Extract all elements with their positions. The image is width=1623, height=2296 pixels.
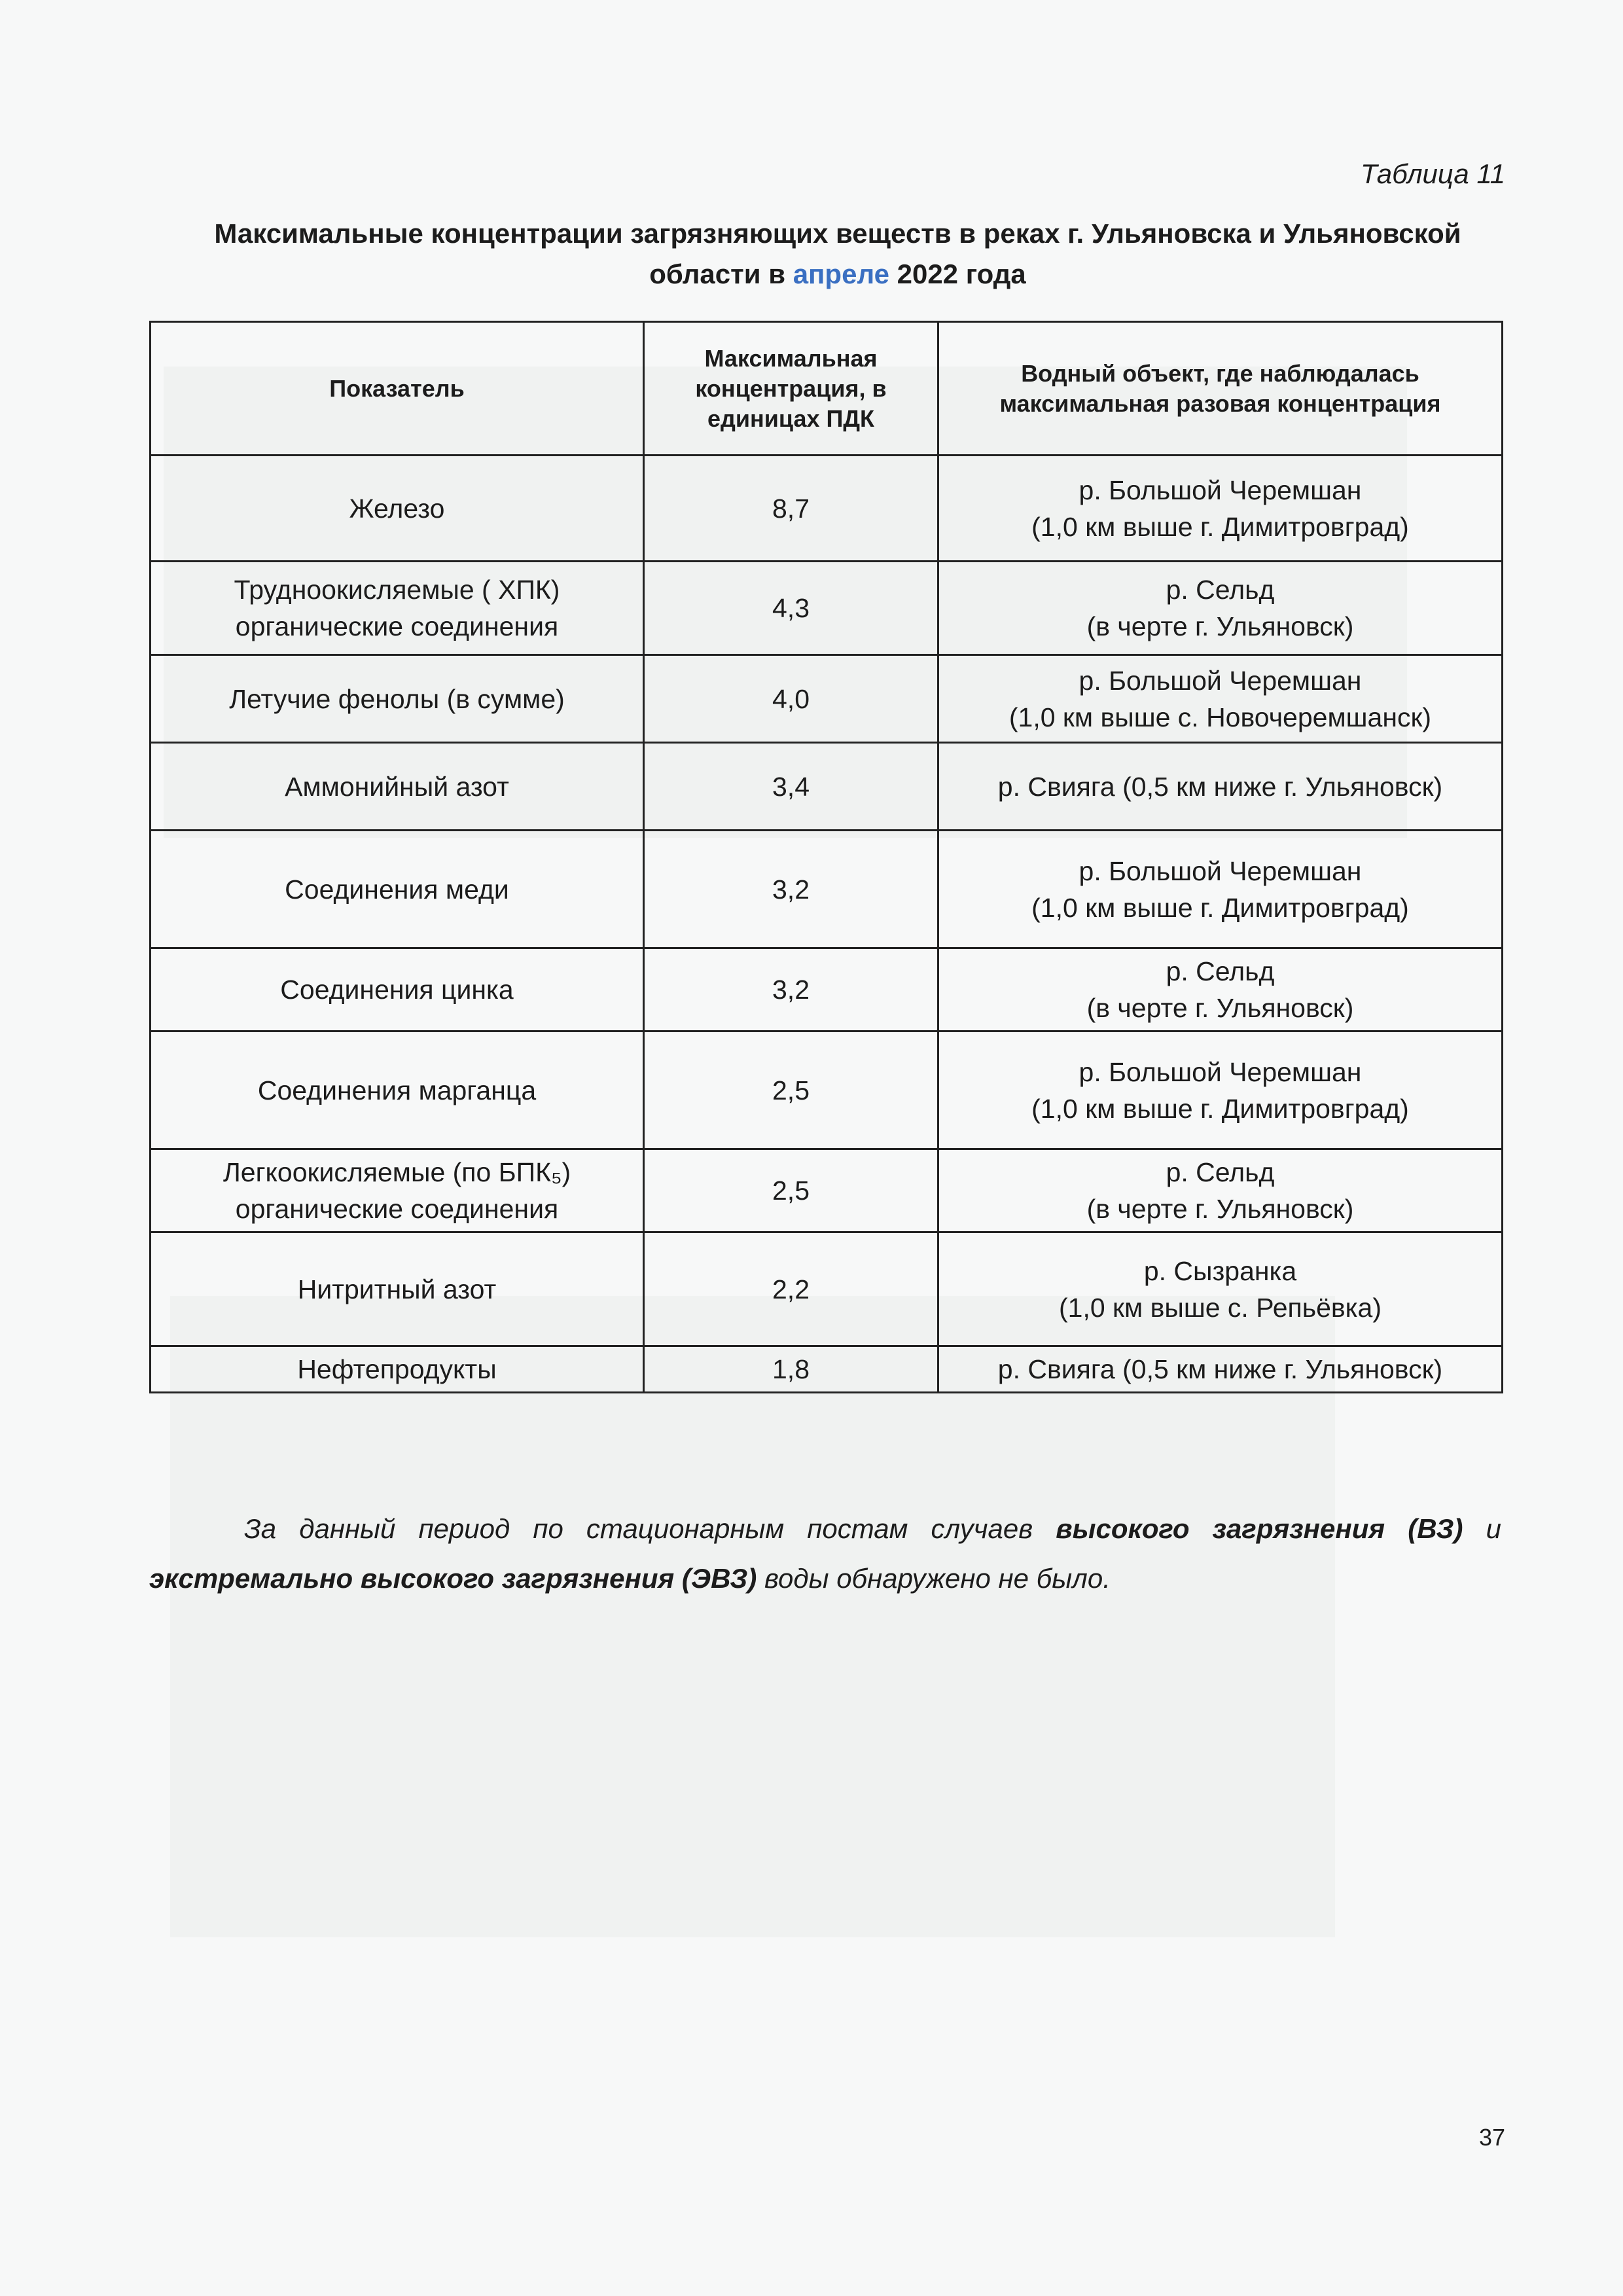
table-row <box>151 948 1503 1031</box>
table-row <box>151 1149 1503 1232</box>
header-water-body: Водный объект, где наблюдалась максимальная разовая концентрация <box>938 322 1503 456</box>
indicator-cell: Соединения меди <box>151 831 644 948</box>
indicator-cell: Летучие фенолы (в сумме) <box>151 655 644 743</box>
location-cell: р. Сельд (в черте г. Ульяновск) <box>938 948 1503 1031</box>
paragraph-text-2: и <box>1463 1513 1501 1544</box>
title-text-end: 2022 года <box>889 259 1026 289</box>
header-max-concentration: Максимальная концентрация, в единицах ПДК <box>644 322 938 456</box>
value-cell: 2,2 <box>644 1232 938 1346</box>
table-number: Таблица 11 <box>1361 158 1505 189</box>
title-highlight-month: апреле <box>793 259 889 289</box>
paragraph-text-3: воды обнаружено не было. <box>757 1563 1111 1594</box>
value-cell: 4,3 <box>644 562 938 655</box>
value-cell: 3,2 <box>644 831 938 948</box>
title-text-start: Максимальные концентрации загрязняющих веществ в реках г. Ульяновска и Ульяновской области в <box>214 218 1461 289</box>
location-cell: р. Большой Черемшан (1,0 км выше с. Новочеремшанск) <box>938 655 1503 743</box>
indicator-cell: Трудноокисляемые ( ХПК) органические соединения <box>151 562 644 655</box>
table-row <box>151 1346 1503 1393</box>
conclusion-paragraph <box>149 1504 1501 1604</box>
value-cell: 3,2 <box>644 948 938 1031</box>
location-cell: р. Сызранка (1,0 км выше с. Репьёвка) <box>938 1232 1503 1346</box>
value-cell: 2,5 <box>644 1149 938 1232</box>
location-cell: р. Сельд (в черте г. Ульяновск) <box>938 1149 1503 1232</box>
value-cell: 2,5 <box>644 1031 938 1149</box>
pollutants-table <box>149 321 1503 1393</box>
indicator-cell: Аммонийный азот <box>151 743 644 831</box>
header-indicator: Показатель <box>151 322 644 456</box>
value-cell: 1,8 <box>644 1346 938 1393</box>
value-cell: 8,7 <box>644 456 938 562</box>
value-cell: 4,0 <box>644 655 938 743</box>
location-cell: р. Большой Черемшан (1,0 км выше г. Димитровград) <box>938 456 1503 562</box>
indicator-cell: Нитритный азот <box>151 1232 644 1346</box>
table-row <box>151 831 1503 948</box>
table-header-row <box>151 322 1503 456</box>
paragraph-text-1: За данный период по стационарным постам случаев <box>244 1513 1056 1544</box>
page-number: 37 <box>1478 2124 1505 2151</box>
table-title <box>196 213 1479 295</box>
location-cell: р. Свияга (0,5 км ниже г. Ульяновск) <box>938 743 1503 831</box>
table-row <box>151 655 1503 743</box>
location-cell: р. Большой Черемшан (1,0 км выше г. Димитровград) <box>938 831 1503 948</box>
table-row <box>151 562 1503 655</box>
paragraph-bold-evz: экстремально высокого загрязнения (ЭВЗ) <box>149 1563 757 1594</box>
indicator-cell: Соединения марганца <box>151 1031 644 1149</box>
location-cell: р. Свияга (0,5 км ниже г. Ульяновск) <box>938 1346 1503 1393</box>
indicator-cell: Легкоокисляемые (по БПК₅) органические соединения <box>151 1149 644 1232</box>
value-cell: 3,4 <box>644 743 938 831</box>
location-cell: р. Большой Черемшан (1,0 км выше г. Димитровград) <box>938 1031 1503 1149</box>
table-row <box>151 1232 1503 1346</box>
table-row <box>151 1031 1503 1149</box>
location-cell: р. Сельд (в черте г. Ульяновск) <box>938 562 1503 655</box>
paragraph-bold-vz: высокого загрязнения (ВЗ) <box>1056 1513 1463 1544</box>
table-row <box>151 743 1503 831</box>
indicator-cell: Железо <box>151 456 644 562</box>
indicator-cell: Нефтепродукты <box>151 1346 644 1393</box>
indicator-cell: Соединения цинка <box>151 948 644 1031</box>
table-row <box>151 456 1503 562</box>
